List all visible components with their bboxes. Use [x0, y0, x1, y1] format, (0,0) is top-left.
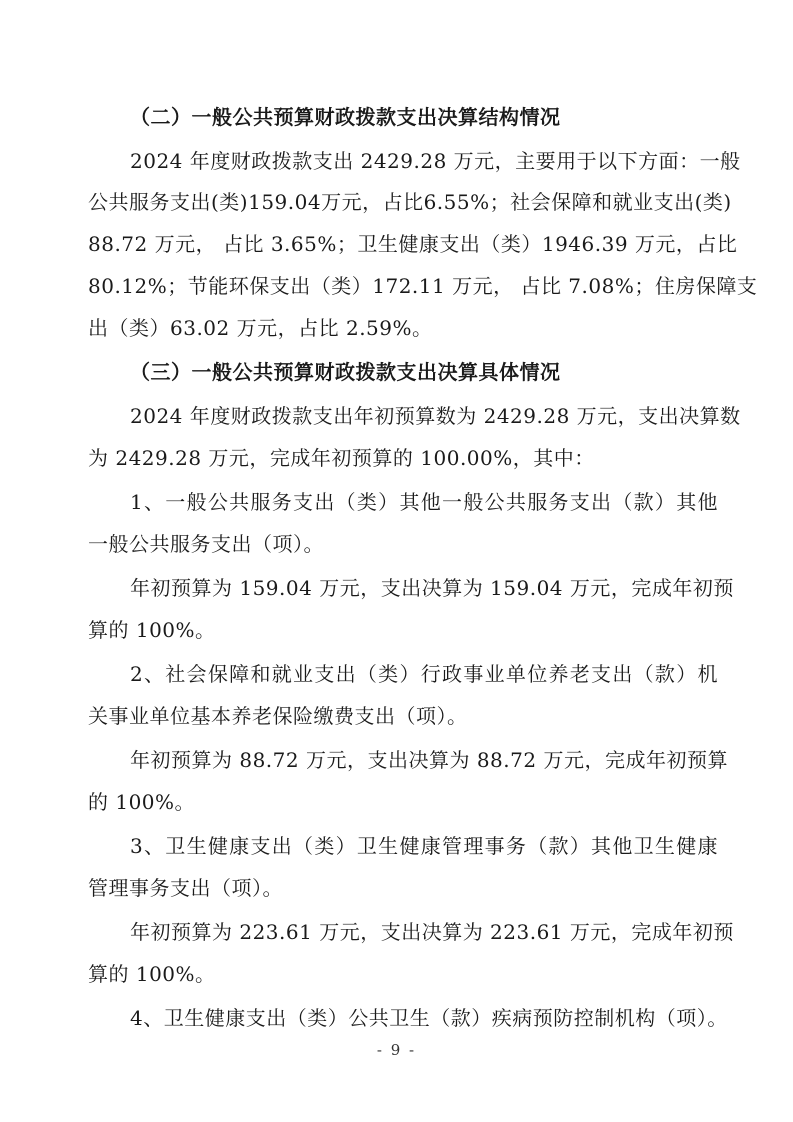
item-4-title-line-1: 4、卫生健康支出（类）公共卫生（款）疾病预防控制机构（项）。	[130, 1006, 728, 1030]
page-number: - 9 -	[376, 1041, 417, 1059]
section2-line-1: 2024 年度财政拨款支出 2429.28 万元，主要用于以下方面：一般	[130, 149, 741, 173]
item-3-title-line-2: 管理事务支出（项）。	[88, 876, 283, 900]
item-1-title-line-1: 1、一般公共服务支出（类）其他一般公共服务支出（款）其他	[130, 490, 718, 514]
section2-line-3: 88.72 万元， 占比 3.65%；卫生健康支出（类）1946.39 万元，占比	[88, 232, 738, 256]
section2-line-5: 出（类）63.02 万元，占比 2.59%。	[88, 316, 433, 340]
section2-heading: （二）一般公共预算财政拨款支出决算结构情况	[130, 105, 561, 129]
item-2-title-line-1: 2、社会保障和就业支出（类）行政事业单位养老支出（款）机	[130, 662, 718, 686]
item-1-detail-line-2: 算的 100%。	[88, 618, 216, 642]
item-2-detail-line-2: 的 100%。	[88, 790, 196, 814]
section3-heading: （三）一般公共预算财政拨款支出决算具体情况	[130, 360, 561, 384]
item-1-detail-line-1: 年初预算为 159.04 万元，支出决算为 159.04 万元，完成年初预	[130, 576, 734, 600]
section3-intro-line-1: 2024 年度财政拨款支出年初预算数为 2429.28 万元，支出决算数	[130, 404, 741, 428]
item-3-detail-line-2: 算的 100%。	[88, 962, 216, 986]
section2-line-4: 80.12%；节能环保支出（类）172.11 万元， 占比 7.08%；住房保障支	[88, 274, 758, 298]
item-2-title-line-2: 关事业单位基本养老保险缴费支出（项）。	[88, 704, 468, 728]
section3-intro-line-2: 为 2429.28 万元，完成年初预算的 100.00%，其中：	[88, 446, 595, 470]
item-3-detail-line-1: 年初预算为 223.61 万元，支出决算为 223.61 万元，完成年初预	[130, 920, 734, 944]
section2-line-2: 公共服务支出(类)159.04万元，占比6.55%；社会保障和就业支出(类)	[88, 190, 732, 214]
item-3-title-line-1: 3、卫生健康支出（类）卫生健康管理事务（款）其他卫生健康	[130, 834, 718, 858]
item-1-title-line-2: 一般公共服务支出（项）。	[88, 532, 324, 556]
item-2-detail-line-1: 年初预算为 88.72 万元，支出决算为 88.72 万元，完成年初预算	[130, 748, 728, 772]
